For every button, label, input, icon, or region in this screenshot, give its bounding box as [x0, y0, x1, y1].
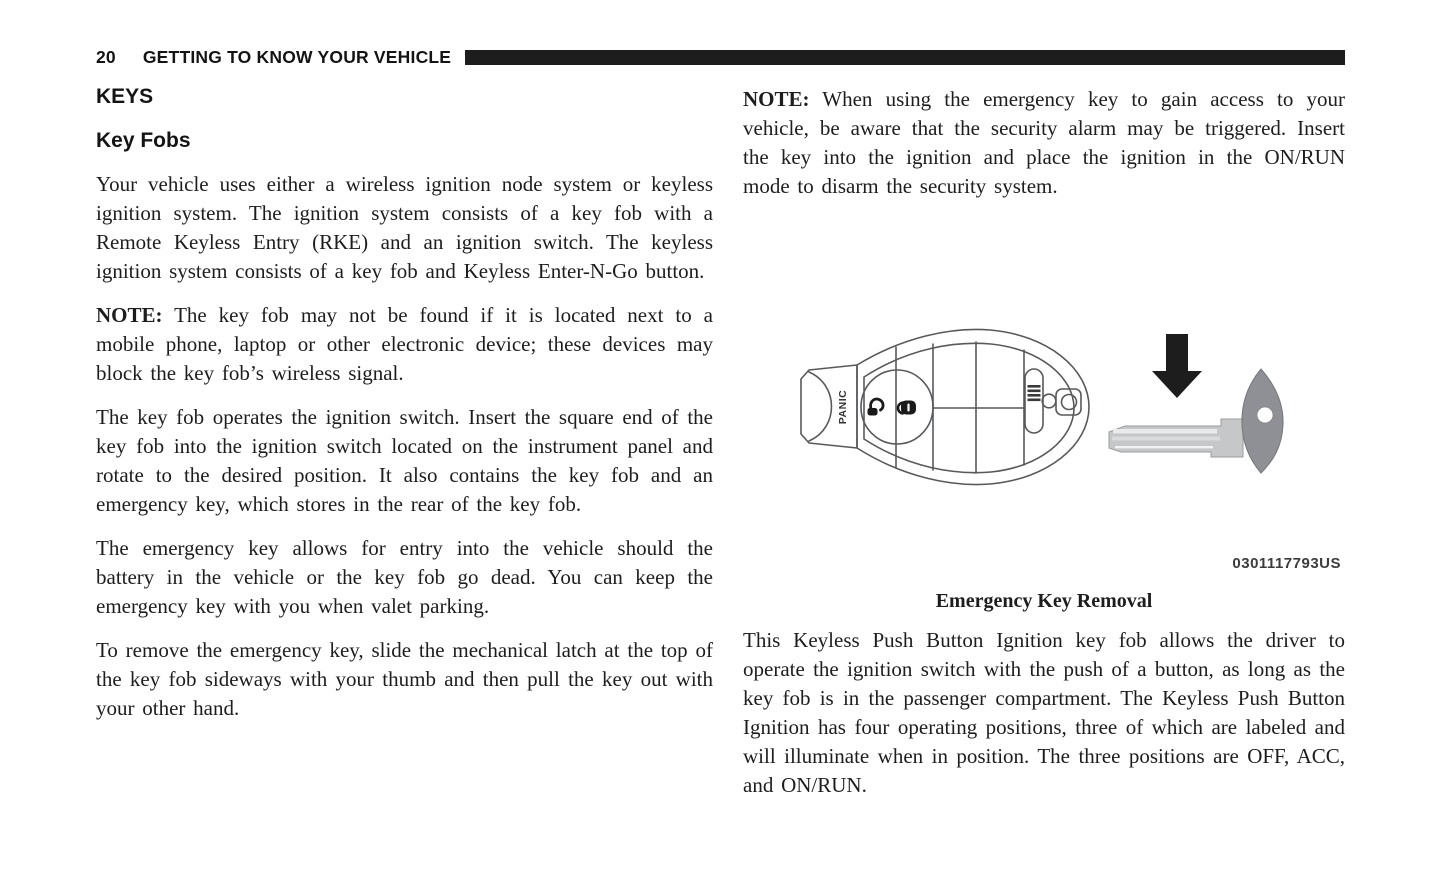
unlock-icon	[868, 399, 884, 415]
fob-square-end-dome	[809, 372, 832, 441]
subsection-heading-key-fobs: Key Fobs	[96, 129, 191, 152]
emergency-key-removal-illustration	[743, 301, 1345, 553]
note-label: NOTE:	[96, 303, 163, 327]
note-text: When using the emergency key to gain access to your vehicle, be aware that the security alarm may be triggered. Insert the key into the ignition and place the ignition in the ON/RUN mode to disarm the security system.	[743, 87, 1345, 198]
note-text: The key fob may not be found if it is located next to a mobile phone, laptop or other electronic device; these devices may block the key fob’s wireless signal.	[96, 303, 713, 385]
header-rule	[465, 50, 1345, 65]
fob-small-circle	[1042, 394, 1056, 408]
fob-ridge-bars	[1028, 385, 1041, 401]
paragraph-emergency-key-removal: To remove the emergency key, slide the mechanical latch at the top of the key fob sideways with your thumb and then pull the key out with your other hand.	[96, 638, 713, 720]
lock-icon	[898, 401, 916, 415]
note-label: NOTE:	[743, 87, 810, 111]
left-column	[96, 81, 713, 723]
right-column	[743, 81, 1345, 800]
two-column-layout	[96, 81, 1345, 800]
fob-outer-outline	[857, 329, 1089, 484]
down-arrow-icon	[1152, 334, 1202, 398]
note-paragraph-security-alarm	[743, 85, 1345, 201]
paragraph-ignition-systems: Your vehicle uses either a wireless ignition node system or keyless ignition system. The ignition system consists of a key fob with a Remote Keyless Entry (RKE) and an ignition switch. The keyless ignition system consists of a key fob and Keyless Enter-N-Go button.	[96, 172, 713, 283]
figure-emergency-key-removal	[743, 301, 1345, 613]
figure-caption: Emergency Key Removal	[935, 590, 1153, 612]
page-number: 20	[96, 47, 116, 67]
emergency-key-drawing	[1109, 369, 1283, 473]
paragraph-keyless-push-button: This Keyless Push Button Ignition key fob allows the driver to operate the ignition switch with the push of a button, as long as the key fob is in the passenger compartment. The Keyless Push Button Ignition has four operating positions, three of which are labeled and will illuminate when in position. The three positions are OFF, ACC, and ON/RUN.	[743, 628, 1345, 797]
figure-code: 0301117793US	[1232, 555, 1341, 572]
page-header	[96, 46, 1345, 69]
note-paragraph-signal	[96, 301, 713, 388]
key-ring-hole	[1257, 407, 1273, 423]
paragraph-emergency-key-use: The emergency key allows for entry into the vehicle should the battery in the vehicle or the key fob go dead. You can keep the emergency key with you when valet parking.	[96, 536, 713, 618]
paragraph-ignition-switch: The key fob operates the ignition switch. Insert the square end of the key fob into the ignition switch located on the instrument panel and rotate to the desired position. It also contains the key fob and an emergency key, which stores in the rear of the key fob.	[96, 405, 713, 516]
section-heading-keys: KEYS	[96, 85, 154, 108]
panic-button-label: PANIC	[837, 389, 849, 425]
chapter-title: GETTING TO KNOW YOUR VEHICLE	[142, 47, 452, 67]
